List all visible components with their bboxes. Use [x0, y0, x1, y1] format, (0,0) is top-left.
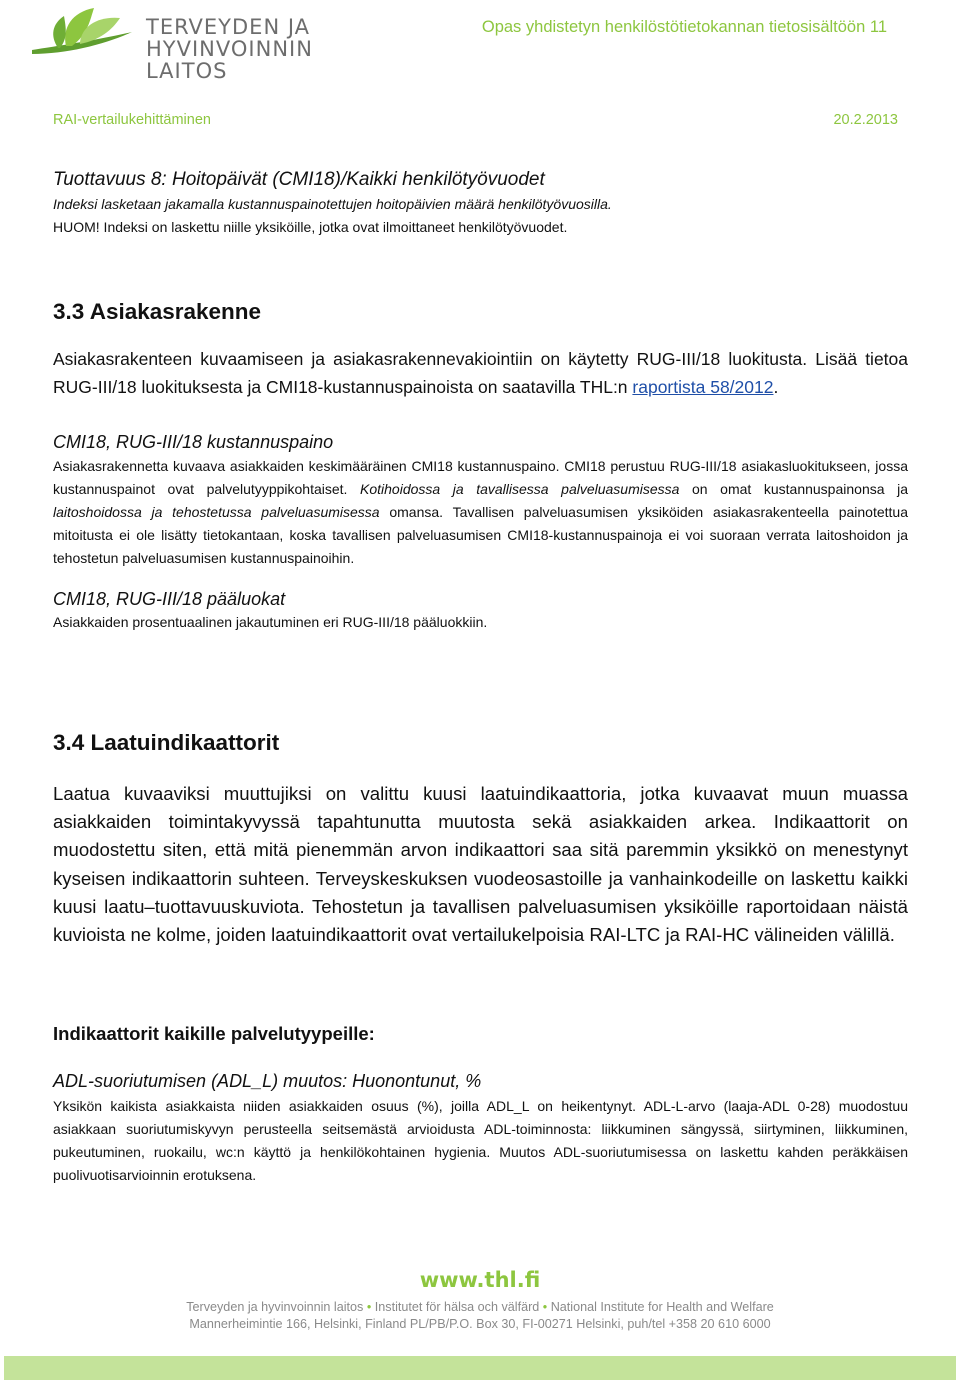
cmi18-text-c: omansa. Tavallisen palveluasumisen yksiköiden asiakasrakenteella painotettua mitoitusta ei ole lisätty tietokantaan, koska tavallisen palveluasumisen CMI18-kustannuspainoja ei voi suoraan verrata laitoshoidon ja tehostetun palveluasumisen kustannuspainoihin. — [53, 504, 908, 566]
logo-line-1: TERVEYDEN JA — [146, 15, 311, 39]
cmi18-text-a: Asiakasrakennetta kuvaava asiakkaiden keskimääräinen CMI18 kustannuspaino. CMI18 perustuu RUG-III/18 asiakasluokitukseen, jossa kustannuspainot ovat palvelutyyppikohtaiset. — [53, 458, 908, 497]
thl-logo-text — [146, 16, 378, 82]
productivity-line-1: Indeksi lasketaan jakamalla kustannuspainotettujen hoitopäivien määrä henkilötyövuosilla. — [53, 196, 612, 212]
productivity-line-2: HUOM! Indeksi on laskettu niille yksiköille, jotka ovat ilmoittaneet henkilötyövuodet. — [53, 219, 568, 235]
section-3-3 — [53, 299, 908, 634]
footer-organisation — [0, 1300, 960, 1314]
thl-leaf-icon — [28, 6, 140, 62]
thl-logo — [28, 6, 378, 83]
separator-dot: • — [366, 1300, 372, 1314]
subheader-date: 20.2.2013 — [833, 112, 898, 128]
header-title: Opas yhdistetyn henkilöstötietokannan tietosisältöön 11 — [481, 18, 887, 36]
section-3-4-heading: 3.4 Laatuindikaattorit — [53, 730, 280, 755]
section-3-4-paragraph: Laatua kuvaaviksi muuttujiksi on valittu kuusi laatuindikaattoria, jotka kuvaavat muun muassa asiakkaiden toimintakyvyssä tapahtunutta muutosta sekä asiakkaiden arkea. Indikaattorit on muodostettu siten, että mitä pienemmän arvon indikaattori saa sitä paremmin yksikkö on menestynyt kyseisen indikaattorin suhteen. Terveyskeskuksen vuodeosastoille ja vanhainkodeille on laskettu kaikki kuusi laatu–tuottavuuskuviota. Tehostetun ja tavallisen palveluasumisen yksiköille raportoidaan näistä kuvioista ne kolme, joiden laatuindikaattorit ovat vertailukelpoisia RAI-LTC ja RAI-HC välineiden välillä. — [53, 783, 908, 946]
productivity-section — [53, 169, 908, 239]
cmi18-text-b: on omat kustannuspainonsa ja — [679, 481, 908, 497]
indicators-section — [53, 1023, 908, 1187]
section-3-3-heading: 3.3 Asiakasrakenne — [53, 299, 262, 324]
cmi18-text-italic-2: laitoshoidossa ja tehostetussa palveluasumisessa — [53, 504, 380, 520]
productivity-title: Tuottavuus 8: Hoitopäivät (CMI18)/Kaikki henkilötyövuodet — [53, 169, 545, 190]
indicators-heading: Indikaattorit kaikille palvelutyypeille: — [53, 1023, 375, 1044]
report-link[interactable]: raportista 58/2012 — [632, 377, 774, 397]
cmi18-text-italic-1: Kotihoidossa ja tavallisessa palveluasumisessa — [360, 481, 680, 497]
paragraph-text: Asiakasrakenteen kuvaamiseen ja asiakasrakennevakiointiin on käytetty RUG-III/18 luokitusta. Lisää tietoa RUG-III/18 luokituksesta ja CMI18-kustannuspainoista on saatavilla THL:n — [53, 349, 908, 397]
subheader-project: RAI-vertailukehittäminen — [53, 112, 211, 128]
cmi18-main-classes-title: CMI18, RUG-III/18 pääluokat — [53, 589, 286, 609]
footer-url: www.thl.fi — [419, 1268, 541, 1292]
org-swedish: Institutet för hälsa och välfärd — [374, 1300, 540, 1314]
separator-dot: • — [542, 1300, 548, 1314]
section-3-3-paragraph — [53, 345, 908, 401]
paragraph-end: . — [773, 377, 779, 397]
org-english: National Institute for Health and Welfare — [550, 1300, 774, 1314]
cmi18-cost-weight-title: CMI18, RUG-III/18 kustannuspaino — [53, 432, 334, 452]
adl-indicator-title: ADL-suoriutumisen (ADL_L) muutos: Huonontunut, % — [53, 1071, 482, 1091]
org-finnish: Terveyden ja hyvinvoinnin laitos — [186, 1300, 364, 1314]
footer-address: Mannerheimintie 166, Helsinki, Finland PL/PB/P.O. Box 30, FI-00271 Helsinki, puh/tel +358 20 610 6000 — [189, 1317, 771, 1331]
logo-line-2: HYVINVOINNIN LAITOS — [146, 37, 313, 83]
adl-indicator-text: Yksikön kaikista asiakkaista niiden asiakkaiden osuus (%), joilla ADL_L on heikentynyt. ADL-L-arvo (laaja-ADL 0-28) muodostuu asiakkaan suoriutumiskyvyn perusteella seitsemästä arvioidusta ADL-toiminnosta: liikkuminen sängyssä, siirtyminen, liikkuminen, pukeutuminen, ruokailu, wc:n käyttö ja henkilökohtainen hygienia. Muutos ADL-suoriutumisessa on laskettu kahden peräkkäisen puolivuotisarvioinnin erotuksena. — [53, 1098, 908, 1183]
cmi18-cost-weight-text — [53, 455, 908, 570]
footer-bar — [4, 1356, 956, 1380]
cmi18-main-classes-text: Asiakkaiden prosentuaalinen jakautuminen eri RUG-III/18 pääluokkiin. — [53, 614, 488, 630]
section-3-4 — [53, 730, 908, 949]
